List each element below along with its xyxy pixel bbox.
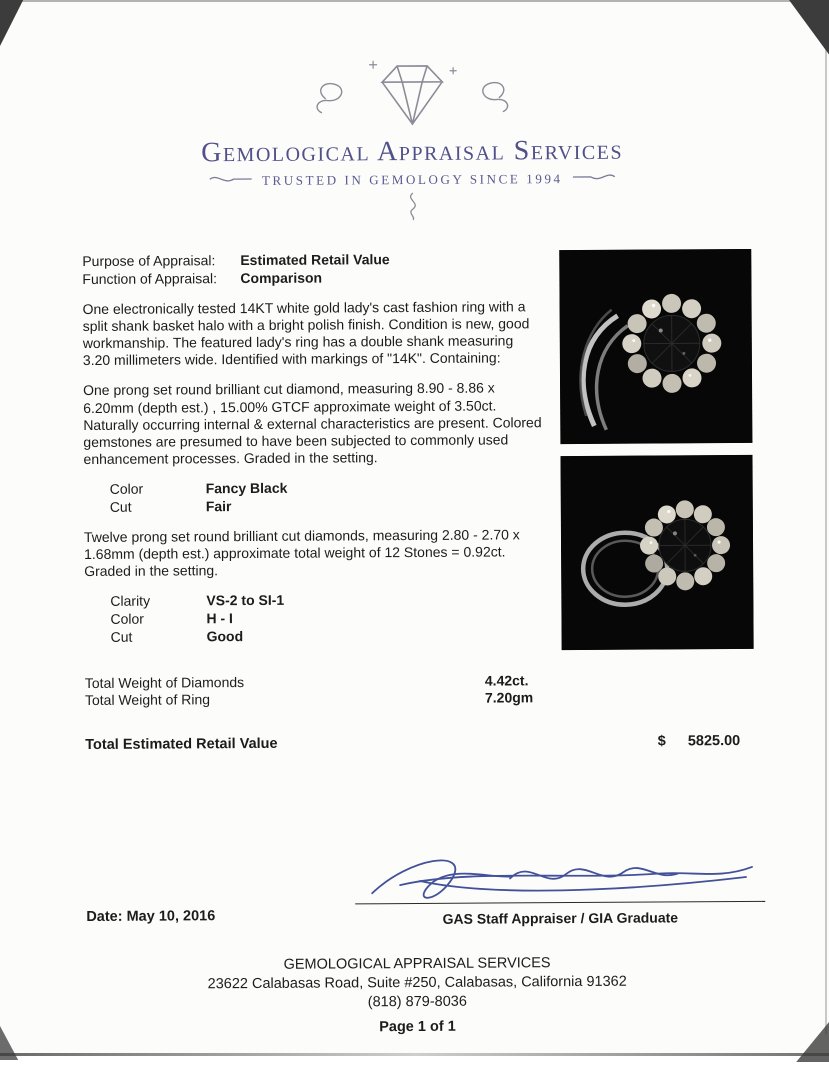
side-stones-specs xyxy=(110,590,543,646)
clarity-value: VS-2 to SI-1 xyxy=(206,592,285,609)
company-name: Gemological Appraisal Services xyxy=(201,134,624,169)
appraisal-meta xyxy=(82,250,541,288)
footer xyxy=(3,952,829,1040)
center-stone-specs xyxy=(110,478,543,516)
total-weight-ring-value: 7.20gm xyxy=(484,689,534,706)
function-label: Function of Appraisal: xyxy=(82,270,218,288)
function-value: Comparison xyxy=(240,269,323,287)
letterhead xyxy=(0,0,827,224)
totals-section xyxy=(85,671,754,755)
cut-value: Good xyxy=(206,628,244,645)
ring-photo-bottom xyxy=(560,455,753,650)
cut-label: Cut xyxy=(109,498,132,515)
appraisal-text-column xyxy=(82,250,543,653)
total-weight-diamonds-label: Total Weight of Diamonds xyxy=(84,674,245,692)
purpose-value: Estimated Retail Value xyxy=(240,251,390,269)
retail-value: 5825.00 xyxy=(687,733,741,750)
purpose-label: Purpose of Appraisal: xyxy=(82,252,216,270)
total-weight-ring-label: Total Weight of Ring xyxy=(84,691,211,709)
signature-section xyxy=(2,846,829,929)
ring-photo-top xyxy=(559,249,752,444)
scan-bottom-edge xyxy=(0,1053,829,1056)
retail-currency: $ xyxy=(657,733,666,750)
retail-value-label: Total Estimated Retail Value xyxy=(85,735,278,754)
scan-right-edge xyxy=(825,46,827,1034)
footer-address: 23622 Calabasas Road, Suite #250, Calabasas, California 91362 xyxy=(207,973,627,993)
appraisal-date: Date: May 10, 2016 xyxy=(86,908,216,925)
total-weight-diamonds-value: 4.42ct. xyxy=(484,672,529,689)
cut-label: Cut xyxy=(110,629,133,646)
tagline-row xyxy=(0,168,827,191)
retail-value-row xyxy=(85,733,754,755)
photo-column xyxy=(559,249,753,650)
company-tagline: TRUSTED IN GEMOLOGY SINCE 1994 xyxy=(261,171,563,188)
total-weight-ring-row xyxy=(85,688,754,709)
appraisal-body xyxy=(0,248,829,755)
diamond-logo-icon xyxy=(0,55,826,134)
signature-area xyxy=(355,847,765,928)
scan-background xyxy=(0,1056,829,1080)
center-stone-description: One prong set round brilliant cut diamond, measuring 8.90 - 8.86 x 6.20mm (depth est.) , 15.00% GTCF approximate weight of 3.50ct. Naturally occurring internal & external characteristics are present. Colored gemstones are presumed to have been subjected to commonly used enhancement processes. Graded in the setting. xyxy=(83,379,542,467)
color-value: H - I xyxy=(206,610,233,627)
clarity-label: Clarity xyxy=(110,592,151,610)
scan-top-edge xyxy=(0,0,829,2)
color-value: Fancy Black xyxy=(205,479,288,497)
footer-company: GEMOLOGICAL APPRAISAL SERVICES xyxy=(283,955,551,973)
appraiser-title: GAS Staff Appraiser / GIA Graduate xyxy=(442,909,679,927)
ornament-icon xyxy=(0,188,827,223)
color-label: Color xyxy=(109,480,144,497)
page-number: Page 1 of 1 xyxy=(379,1018,456,1036)
flourish-left-icon xyxy=(208,172,252,190)
color-label: Color xyxy=(110,610,144,628)
ring-description: One electronically tested 14KT white gold lady's cast fashion ring with a split shank basket halo with a bright polish finish. Condition is new, good workmanship. The featured lady's ring has a double shank measuring 3.20 millimeters wide. Identified with markings of "14K". Containing: xyxy=(82,298,530,369)
cut-value: Fair xyxy=(205,498,232,515)
footer-phone: (818) 879-8036 xyxy=(367,993,467,1011)
flourish-right-icon xyxy=(573,170,617,188)
side-stones-description: Twelve prong set round brilliant cut diamonds, measuring 2.80 - 2.70 x 1.68mm (depth est.) approximate total weight of 12 Stones = 0.92ct. Graded in the setting. xyxy=(83,526,520,580)
